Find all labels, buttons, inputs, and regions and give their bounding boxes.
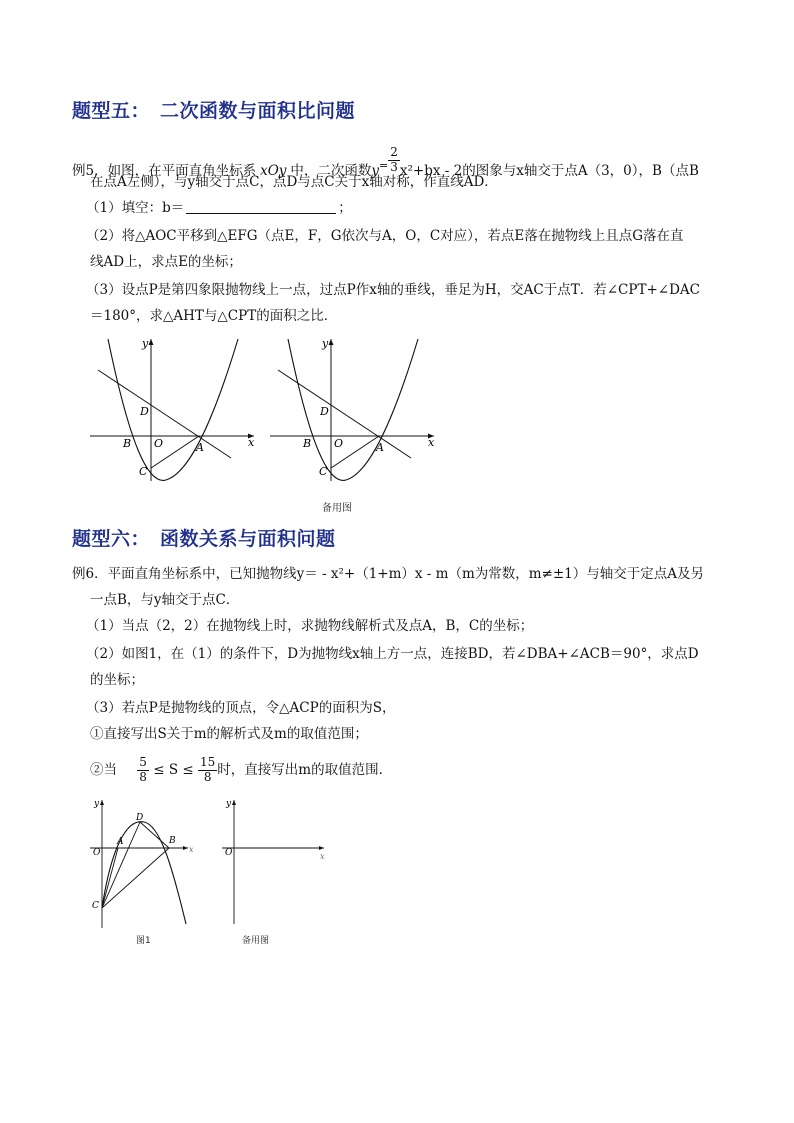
label-d: D (320, 405, 329, 418)
ex6-caption-fig1: 图1 (136, 936, 151, 946)
ex6-figure-backup (220, 796, 330, 931)
ex5-q2-line2: 线AD上，求点E的坐标； (90, 254, 242, 270)
ex5-q3-line1: （3）设点P是第四象限抛物线上一点，过点P作x轴的垂线，垂足为H，交AC于点T．若∠CPT+∠DAC (86, 282, 700, 298)
q1-prefix: （1）填空：b＝ (86, 200, 185, 216)
parabola (288, 339, 418, 480)
label-b: B (123, 437, 132, 450)
sub2-suffix: 时，直接写出m的取值范围． (217, 761, 393, 778)
label-d: D (136, 813, 144, 823)
ex5-line1: 例5．如图，在平面直角坐标系 xOy 中，二次函数y= $\frac{2}{3}$ x²+bx - 2的图象与x轴交于点A（3，0），B（点B (72, 145, 699, 179)
ex5-caption-backup: 备用图 (322, 503, 352, 514)
y-var: y (371, 162, 380, 179)
label-y: y (94, 799, 100, 809)
inequality-mid: ≤ S ≤ (153, 761, 194, 778)
label-o: O (154, 437, 164, 450)
ex5-func-rest: x²+bx - 2的图象与x轴交于点A（3，0），B（点B (399, 162, 699, 179)
label-o: O (225, 848, 233, 858)
label-b: B (303, 437, 312, 450)
label-o: O (93, 848, 101, 858)
label-y: y (322, 337, 329, 350)
xoy-label: xOy (260, 162, 287, 179)
ex6-caption-backup: 备用图 (242, 936, 270, 946)
ex6-q3: （3）若点P是抛物线的顶点，令△ACP的面积为S， (86, 700, 396, 716)
sub2-prefix: ②当 (90, 761, 117, 778)
y-axis-arrow (149, 339, 154, 345)
label-a: A (196, 441, 204, 454)
ex5-figure-backup (268, 335, 438, 485)
frac2-num: 15 (200, 755, 216, 769)
ex6-q1: （1）当点（2，2）在抛物线上时，求抛物线解析式及点A，B，C的坐标； (86, 618, 534, 634)
y-axis-arrow (100, 800, 104, 805)
ex6-q2-line1: （2）如图1，在（1）的条件下，D为抛物线x轴上方一点，连接BD，若∠DBA+∠ACB＝90°，求点D (86, 646, 699, 662)
label-b: B (169, 836, 176, 846)
x-axis-arrow (183, 846, 188, 850)
label-c: C (92, 901, 99, 911)
label-d: D (140, 405, 149, 418)
label-x: x (189, 845, 194, 854)
line-ad (278, 370, 411, 458)
fraction-5-8 (137, 756, 149, 785)
fraction-15-8 (198, 756, 217, 785)
segment-cb (102, 848, 169, 908)
frac-den: 3 (390, 159, 398, 174)
ex5-q2-line1: （2）将△AOC平移到△EFG（点E，F，G依次与A，O，C对应），若点E落在抛物线上且点G落在直 (86, 228, 684, 244)
y-axis-arrow (232, 800, 236, 805)
ex5-q3-line2: ＝180°，求△AHT与△CPT的面积之比． (90, 308, 338, 324)
label-y: y (226, 799, 232, 809)
frac1-den: 8 (139, 769, 147, 784)
label-y: y (142, 337, 149, 350)
ex5-figure-main (88, 335, 258, 485)
label-x: x (320, 852, 325, 861)
section6-title: 题型六： 函数关系与面积问题 (72, 528, 336, 550)
ex5-label: 例5．如图，在平面直角坐标系 (72, 162, 257, 179)
y-axis-arrow (329, 339, 334, 345)
frac1-num: 5 (139, 755, 147, 769)
frac-num: 2 (390, 145, 398, 159)
x-axis-arrow (319, 846, 324, 850)
frac2-den: 8 (203, 769, 212, 784)
line-ad (98, 370, 231, 458)
parabola (108, 339, 238, 480)
answer-blank[interactable] (186, 199, 336, 214)
ex5-after-xoy: 中，二次函数 (290, 162, 372, 179)
example6-text (72, 556, 772, 796)
ex6-q2-line2: 的坐标； (90, 672, 144, 688)
ex6-figure-1 (88, 796, 198, 931)
ex6-sub1: ①直接写出S关于m的解析式及m的取值范围； (90, 726, 368, 742)
example5-text (72, 136, 772, 346)
fraction-2-3 (388, 146, 400, 175)
section5-title: 题型五： 二次函数与面积比问题 (72, 100, 356, 122)
q1-suffix: ； (338, 200, 352, 216)
label-x: x (248, 436, 255, 449)
ex6-line2: 一点B，与y轴交于点C． (90, 592, 240, 608)
ex6-line1: 例6．平面直角坐标系中，已知抛物线y＝ - x²+（1+m）x - m（m为常数，m≠±1）与轴交于定点A及另 (72, 566, 705, 582)
label-c: C (139, 465, 148, 478)
ex5-line2: 在点A左侧），与y轴交于点C，点D与点C关于x轴对称，作直线AD． (90, 174, 498, 190)
label-c: C (319, 465, 328, 478)
label-a: A (376, 441, 384, 454)
ex6-sub2 (90, 756, 392, 785)
segment-cd (102, 822, 140, 908)
ex5-q1 (86, 198, 352, 218)
label-a: A (117, 837, 124, 847)
label-o: O (334, 437, 344, 450)
segment-db (140, 822, 169, 848)
label-x: x (428, 436, 435, 449)
